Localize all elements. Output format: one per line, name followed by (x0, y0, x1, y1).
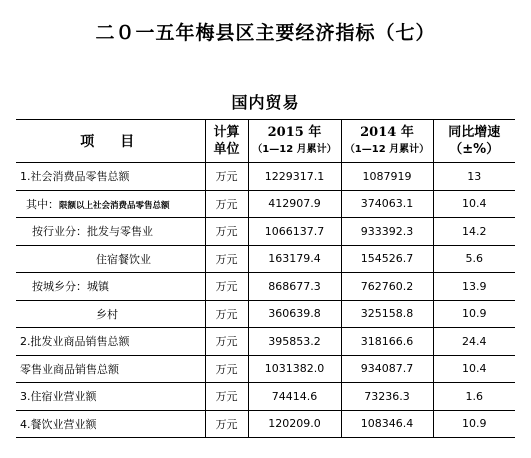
header-item: 项 目 (16, 120, 205, 163)
row-2015: 1229317.1 (248, 163, 341, 191)
table-row (16, 328, 515, 356)
row-unit: 万元 (205, 328, 248, 356)
table-row (16, 163, 515, 191)
row-2014: 318166.6 (341, 328, 433, 356)
row-name: 按城乡分：城镇 (16, 273, 205, 301)
row-name: 4.餐饮业营业额 (16, 410, 205, 438)
row-name: 其中：限额以上社会消费品零售总额 (16, 190, 205, 218)
row-name: 按行业分：批发与零售业 (16, 218, 205, 246)
row-2015: 868677.3 (248, 273, 341, 301)
row-unit: 万元 (205, 410, 248, 438)
row-yoy: 24.4 (433, 328, 515, 356)
row-yoy: 10.4 (433, 190, 515, 218)
row-2014: 325158.8 (341, 300, 433, 328)
row-yoy: 10.4 (433, 355, 515, 383)
row-2015: 1066137.7 (248, 218, 341, 246)
row-name: 1.社会消费品零售总额 (16, 163, 205, 191)
table-row (16, 190, 515, 218)
row-name: 2.批发业商品销售总额 (16, 328, 205, 356)
row-yoy: 5.6 (433, 245, 515, 273)
row-unit: 万元 (205, 163, 248, 191)
row-2014: 108346.4 (341, 410, 433, 438)
row-yoy: 1.6 (433, 383, 515, 411)
row-2014: 73236.3 (341, 383, 433, 411)
row-2015: 1031382.0 (248, 355, 341, 383)
header-2014: 2014 年 （1—12 月累计） (341, 120, 433, 163)
row-name-sub: 限额以上社会消费品零售总额 (59, 200, 170, 211)
row-name: 乡村 (16, 300, 205, 328)
row-unit: 万元 (205, 190, 248, 218)
row-2014: 1087919 (341, 163, 433, 191)
table-row (16, 383, 515, 411)
indicator-table (16, 119, 515, 438)
row-2015: 412907.9 (248, 190, 341, 218)
row-unit: 万元 (205, 300, 248, 328)
table-row (16, 355, 515, 383)
row-2014: 934087.7 (341, 355, 433, 383)
row-2014: 933392.3 (341, 218, 433, 246)
row-yoy: 10.9 (433, 410, 515, 438)
row-unit: 万元 (205, 355, 248, 383)
row-yoy: 10.9 (433, 300, 515, 328)
row-yoy: 14.2 (433, 218, 515, 246)
row-unit: 万元 (205, 383, 248, 411)
row-2015: 74414.6 (248, 383, 341, 411)
row-yoy: 13 (433, 163, 515, 191)
row-unit: 万元 (205, 245, 248, 273)
section-title: 国内贸易 (231, 93, 300, 112)
row-name: 零售业商品销售总额 (16, 355, 205, 383)
row-name: 住宿餐饮业 (16, 245, 205, 273)
table-header-row (16, 120, 515, 163)
row-2014: 762760.2 (341, 273, 433, 301)
header-2015: 2015 年 （1—12 月累计） (248, 120, 341, 163)
row-unit: 万元 (205, 273, 248, 301)
row-2014: 374063.1 (341, 190, 433, 218)
table-row (16, 300, 515, 328)
row-2015: 360639.8 (248, 300, 341, 328)
row-yoy: 13.9 (433, 273, 515, 301)
table-row (16, 410, 515, 438)
row-2015: 395853.2 (248, 328, 341, 356)
row-2015: 120209.0 (248, 410, 341, 438)
table-row (16, 273, 515, 301)
table-row (16, 245, 515, 273)
page-title: 二０一五年梅县区主要经济指标（七） (95, 22, 436, 44)
header-yoy: 同比增速 （±%） (433, 120, 515, 163)
row-2015: 163179.4 (248, 245, 341, 273)
row-unit: 万元 (205, 218, 248, 246)
header-unit: 计算 单位 (205, 120, 248, 163)
row-name: 3.住宿业营业额 (16, 383, 205, 411)
row-2014: 154526.7 (341, 245, 433, 273)
table-row (16, 218, 515, 246)
